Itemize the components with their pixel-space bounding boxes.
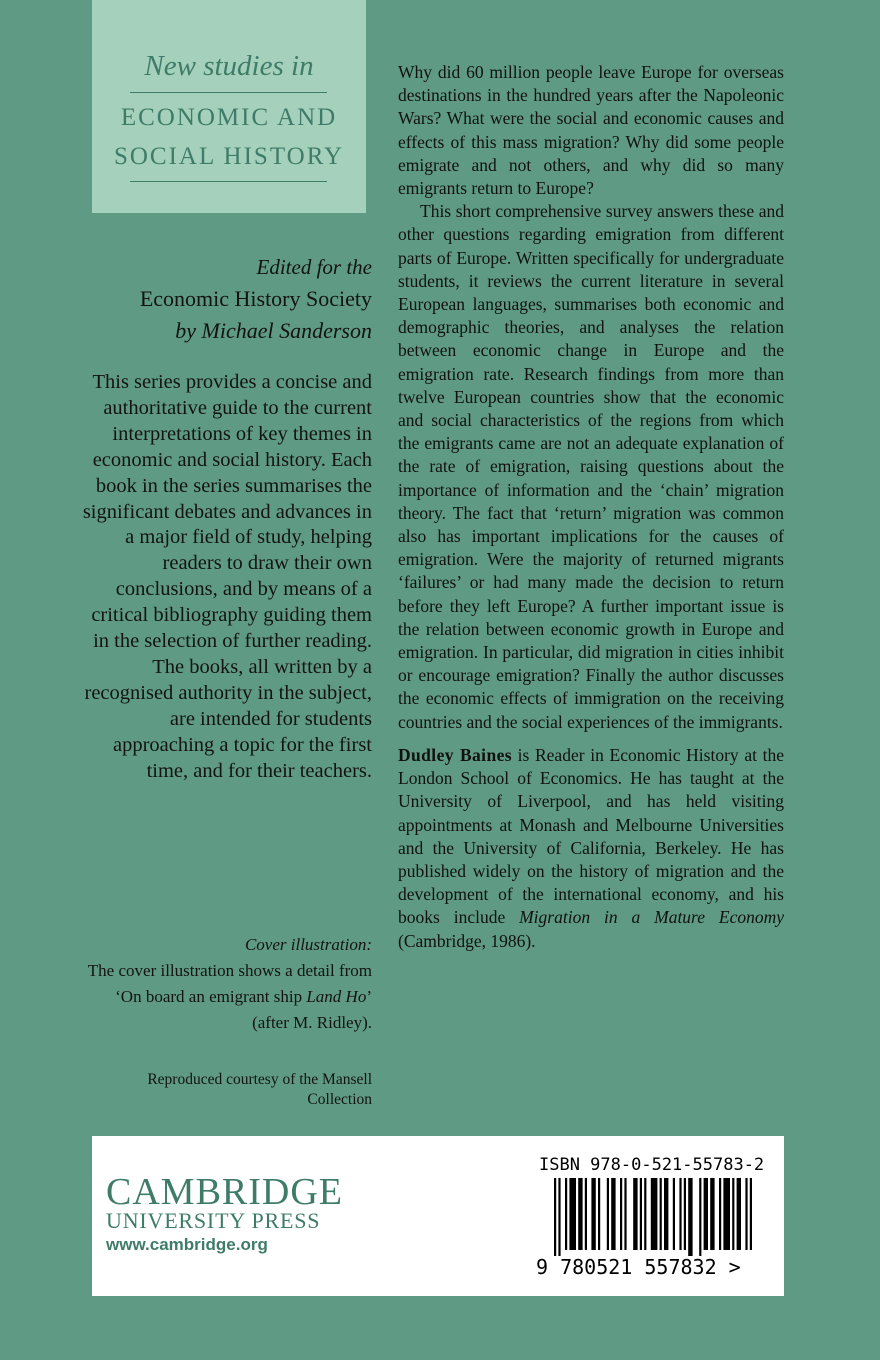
barcode-bar — [737, 1178, 741, 1250]
blurb-paragraph-2: This short comprehensive survey answers these and other questions regarding emigration from different parts of Europe. Written specifically for undergraduate students, it reviews the current literature in several European languages, summarises both economic and demographic theories, and analyses the relation between economic change in Europe and the emigration rate. Research findings from more than twelve European countries show that the economic and social characteristics of the regions from which the emigrants came are not an adequate explanation of the rate of emigration, raising questions about the importance of information and the ‘chain’ migration theory. The fact that ‘return’ migration was common also has important implications for the causes of emigration. Were the majority of returned migrants ‘failures’ or had many made the decision to return before they left Europe? A further important issue is the relation between economic growth in Europe and emigration. In particular, did migration in cities inhibit or encourage emigration? Finally the author discusses the economic effects of immigration on the receiving countries and the social experiences of the immigrants. — [398, 201, 784, 732]
barcode-bar — [684, 1178, 686, 1250]
series-description: This series provides a concise and authoritative guide to the current interpretations of key themes in economic and social history. Each book in the series summarises the significant debates and advances in a major field of study, helping readers to draw their own conclusions, and by means of a critical bibliography guiding them in the selection of further reading. The books, all written by a recognised authority in the subject, are intended for students approaching a topic for the first time, and for their teachers. — [82, 371, 372, 782]
barcode-bar — [710, 1178, 714, 1250]
barcode-bar — [585, 1178, 587, 1250]
barcode-bar — [565, 1178, 567, 1250]
barcode-bar — [723, 1178, 730, 1250]
cover-illustration-description — [82, 958, 372, 1036]
barcode-bar — [679, 1178, 681, 1250]
author-name: Dudley Baines — [398, 744, 512, 765]
author-book-title: Migration in a Mature Economy — [519, 907, 784, 928]
publisher-name: CAMBRIDGE — [106, 1171, 344, 1213]
series-rule-bottom — [130, 181, 327, 182]
barcode-bar — [578, 1178, 582, 1250]
cover-illustration-label: Cover illustration: — [244, 935, 372, 954]
publisher-url: www.cambridge.org — [106, 1235, 268, 1254]
isbn-number: ISBN 978-0-521-55783-2 — [539, 1155, 765, 1175]
barcode-bar — [598, 1178, 600, 1250]
publisher-panel — [92, 1136, 784, 1296]
barcode-bar — [719, 1178, 721, 1250]
barcode-bar — [673, 1178, 675, 1250]
series-kicker: New studies in — [144, 50, 314, 82]
author-bio-text-end: (Cambridge, 1986). — [398, 930, 536, 951]
barcode-bar — [732, 1178, 734, 1250]
reproduction-credit: Reproduced courtesy of the Mansell Collection — [147, 1071, 372, 1108]
barcode-bar — [558, 1178, 560, 1256]
barcode-bar — [569, 1178, 576, 1250]
barcode-bar — [633, 1178, 637, 1250]
series-rule-top — [130, 92, 327, 93]
author-bio — [398, 744, 784, 953]
barcode-bar — [611, 1178, 615, 1250]
barcode-bar — [664, 1178, 668, 1250]
blurb-paragraph-1: Why did 60 million people leave Europe for overseas destinations in the hundred years after the Napoleonic Wars? What were the social and economic causes and effects of this mass migration? Why did some people emigrate and not others, and why did so many emigrants return to Europe? — [398, 62, 784, 199]
society-name: Economic History Society — [139, 286, 372, 311]
blurb-column — [398, 61, 784, 953]
barcode-bar — [591, 1178, 595, 1250]
barcode-bar — [660, 1178, 662, 1250]
author-bio-text: is Reader in Economic History at the London School of Economics. He has taught at the University of Liverpool, and has held visiting appointments at Monash and Melbourne Universities and the University of California, Berkeley. He has published widely on the history of migration and the development of the international economy, and his books include — [398, 744, 785, 928]
barcode-bar — [624, 1178, 626, 1250]
barcode-bar — [620, 1178, 622, 1250]
series-title-line2: SOCIAL HISTORY — [113, 143, 345, 170]
barcode-bar — [699, 1178, 701, 1256]
barcode-bar — [644, 1178, 646, 1250]
barcode-bar — [745, 1178, 747, 1250]
barcode-digits: 9 780521 557832 > — [536, 1255, 741, 1279]
barcode-image — [536, 1178, 758, 1256]
cover-text-before: The cover illustration shows a detail from ‘On board an emigrant ship — [87, 961, 372, 1006]
series-banner — [92, 0, 366, 213]
publisher-subname: UNIVERSITY PRESS — [106, 1208, 321, 1233]
barcode-bar — [750, 1178, 752, 1250]
barcode-bar — [640, 1178, 642, 1250]
barcode-bar — [651, 1178, 658, 1250]
barcode-bar — [607, 1178, 609, 1250]
series-title-line1: ECONOMIC AND — [120, 104, 338, 131]
barcode-bar — [554, 1178, 556, 1256]
barcode-bar — [688, 1178, 692, 1256]
cover-text-after: ’ (after M. Ridley). — [252, 987, 372, 1032]
cover-artwork-title: Land Ho — [306, 987, 367, 1006]
edited-for-label: Edited for the — [256, 255, 372, 279]
series-editor: by Michael Sanderson — [175, 318, 372, 343]
barcode-bar — [704, 1178, 708, 1250]
